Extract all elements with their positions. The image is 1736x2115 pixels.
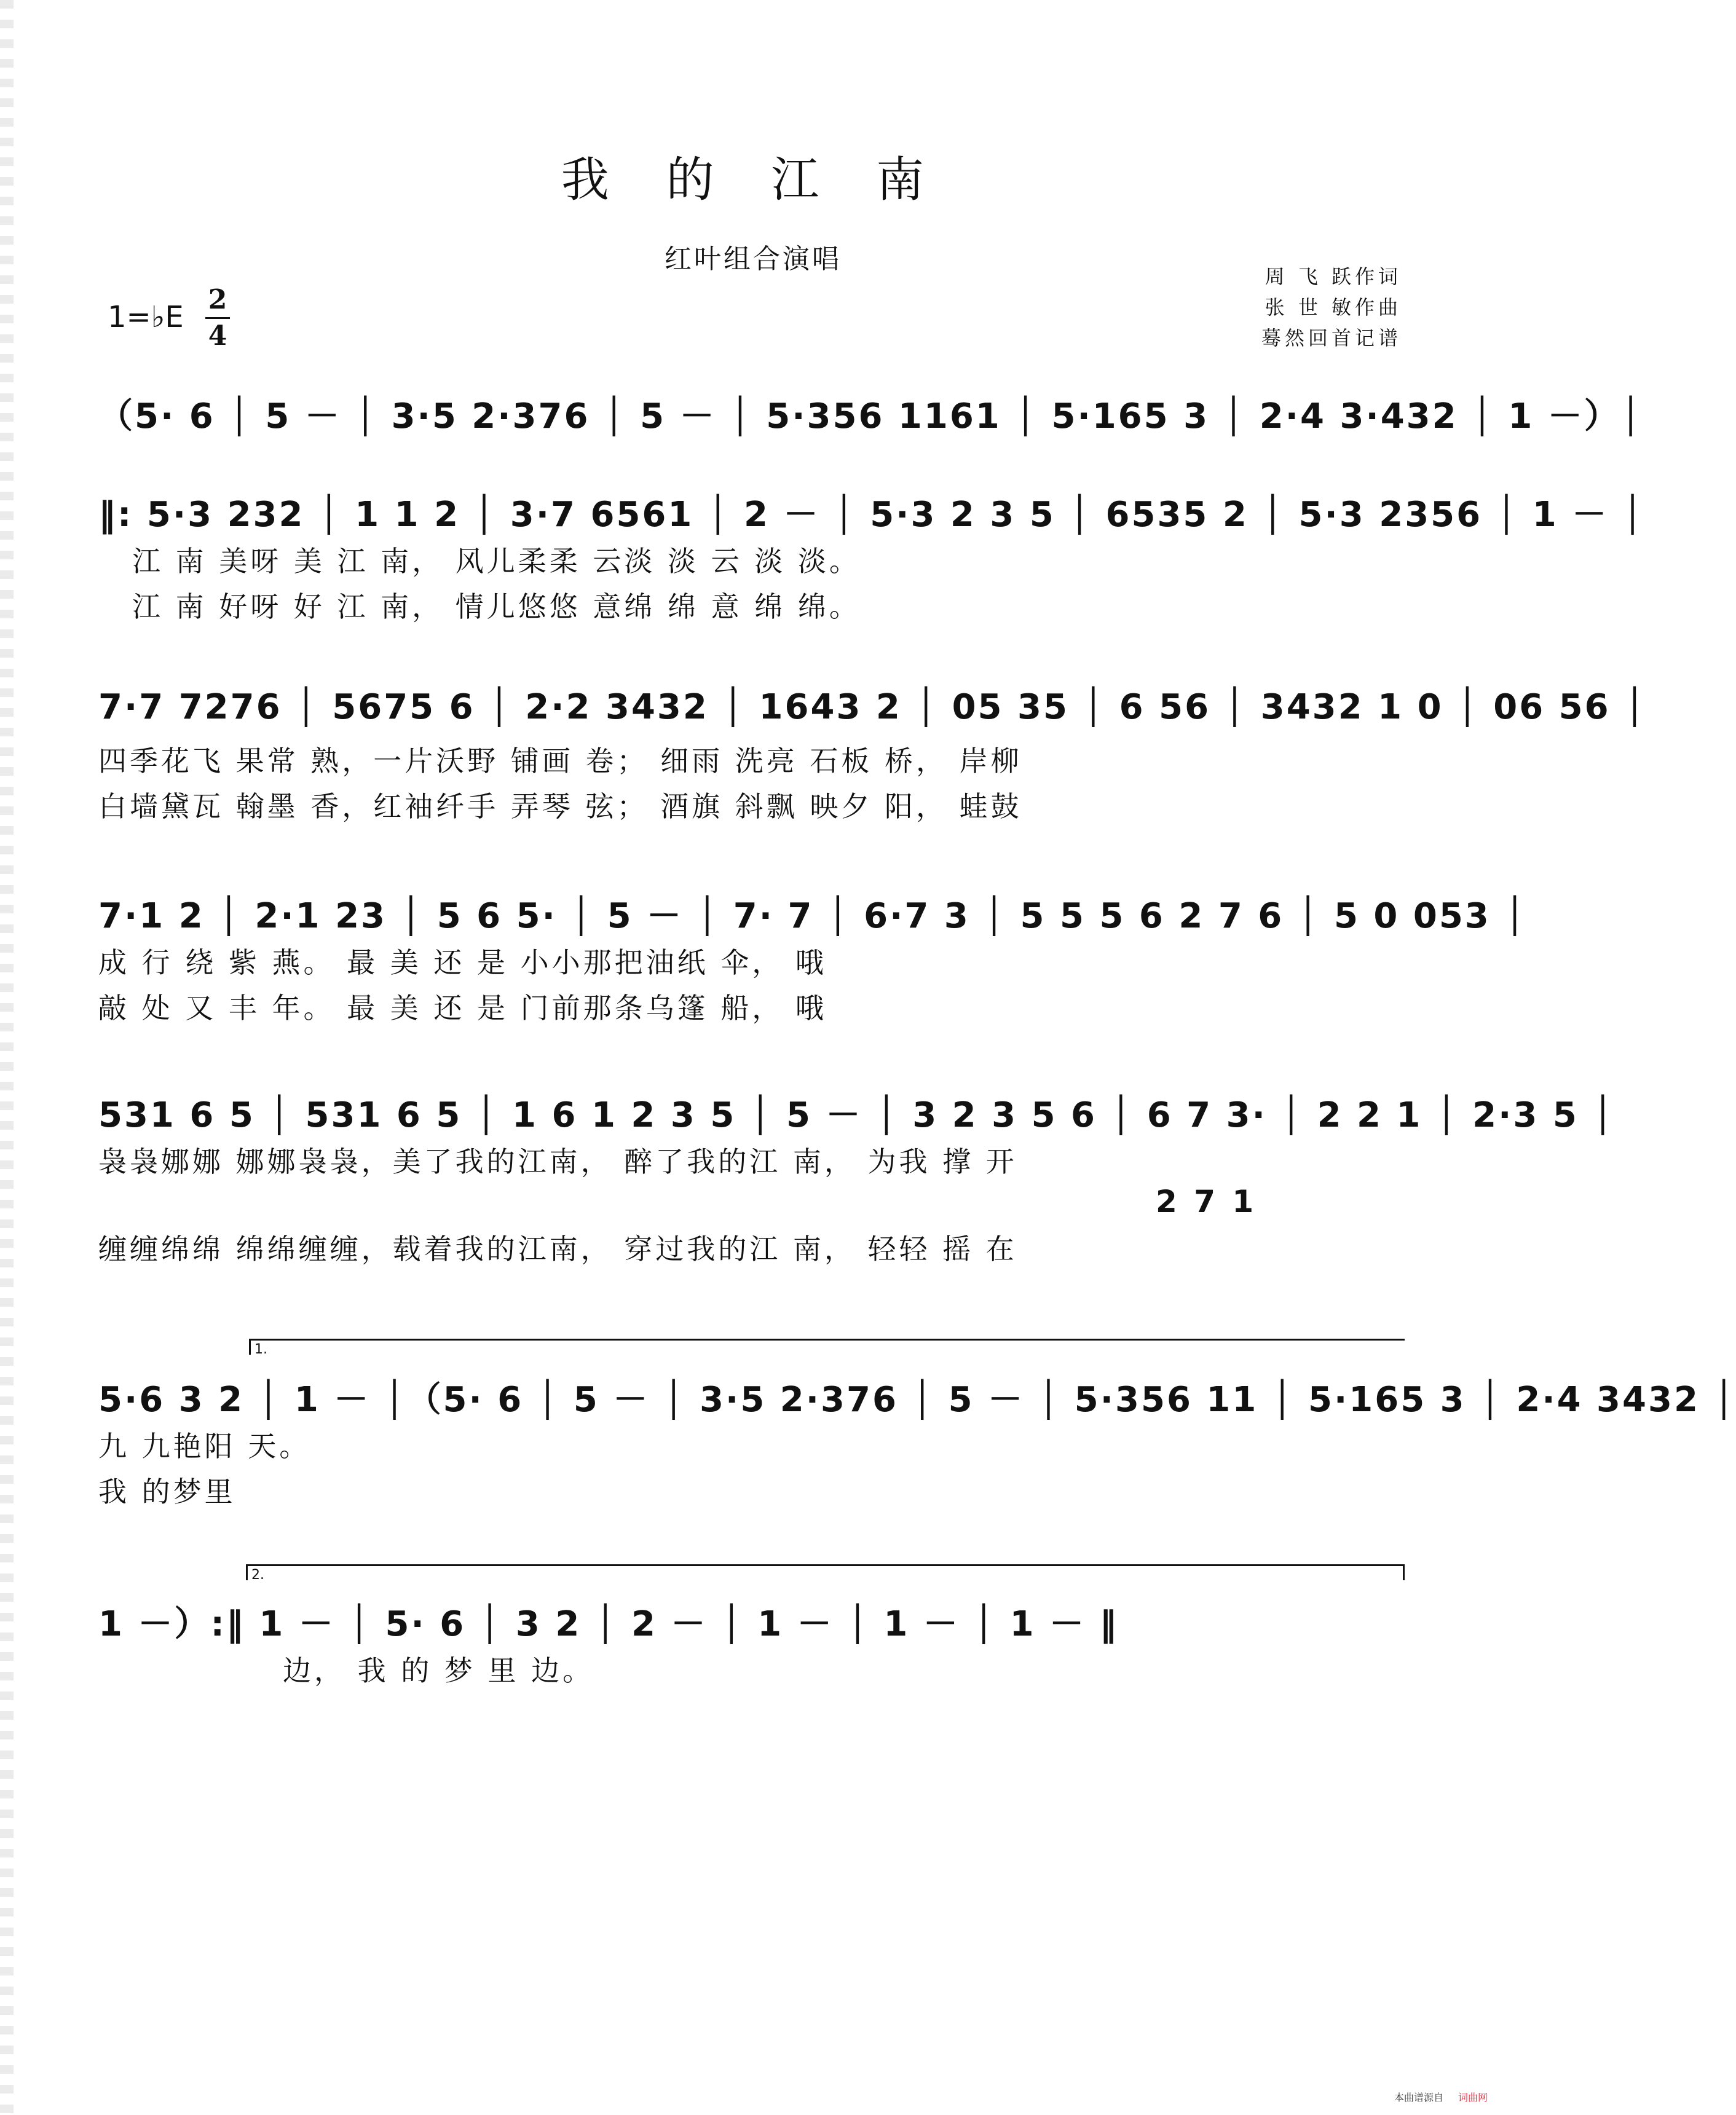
key-signature: 1=♭E: [108, 300, 184, 334]
footer-source-text: 本曲谱源自: [1394, 2092, 1443, 2103]
lyricist-credit: 周 飞 跃作词: [1265, 265, 1402, 288]
score-system-4: [98, 884, 1527, 1030]
notation-row: [98, 884, 1527, 936]
notation-text: 531 6 5 │ 531 6 5 │ 1 6 1 2 3 5 │ 5 － │ 3 2 3 5 6 │ 6 7 3· │ 2 2 1 │ 2·3 5 │: [98, 1095, 1616, 1135]
score-system-1: [98, 384, 1643, 436]
time-signature-bottom: 4: [208, 320, 227, 352]
footer-site-name: 词曲网: [1458, 2092, 1488, 2103]
notation-row: [98, 1368, 1736, 1420]
notation-row: [98, 1083, 1616, 1135]
score-system-6: [98, 1368, 1736, 1514]
lyrics-text: 成 行 绕 紫 燕。 最 美 还 是 小小那把油纸 伞， 哦: [98, 946, 827, 979]
song-subtitle: 红叶组合演唱: [665, 243, 842, 275]
volta-bracket-2: 2.: [246, 1564, 1405, 1580]
lyrics-text: 江 南 美呀 美 江 南， 风儿柔柔 云淡 淡 云 淡 淡。: [132, 545, 861, 578]
lyrics-text: 白墙黛瓦 翰墨 香，红袖纤手 弄琴 弦； 酒旗 斜飘 映夕 阳， 蛙鼓: [98, 790, 1022, 823]
credits-block: [1261, 261, 1402, 353]
lyrics-text: 边， 我 的 梦 里 边。: [283, 1654, 594, 1687]
notation-text: 7·1 2 │ 2·1 23 │ 5 6 5· │ 5 － │ 7· 7 │ 6·7 3 │ 5 5 5 6 2 7 6 │ 5 0 053 │: [98, 896, 1527, 936]
lyrics-verse-2: [98, 778, 1408, 829]
lyrics-verse-1: [98, 533, 1408, 583]
notation-text: 1 －）:‖ 1 － │ 5· 6 │ 3 2 │ 2 － │ 1 － │ 1 － │ 1 － ‖: [98, 1604, 1119, 1644]
lyrics-verse-2: [98, 1463, 1408, 1514]
notation-text: 7·7 7276 │ 5675 6 │ 2·2 3432 │ 1643 2 │ 05 35 │ 6 56 │ 3432 1 0 │ 06 56 │: [98, 687, 1647, 727]
score-system-5: [98, 1083, 1616, 1271]
lyrics-text: 九 九艳阳 天。: [98, 1430, 311, 1463]
time-signature-top: 2: [208, 284, 227, 315]
score-system-7: [98, 1592, 1408, 1693]
lyrics-text: 缠缠绵绵 绵绵缠缠，载着我的江南， 穿过我的江 南， 轻轻 摇 在: [98, 1232, 1017, 1266]
footer-watermark: [1394, 2090, 1488, 2104]
lyrics-text: 江 南 好呀 好 江 南， 情儿悠悠 意绵 绵 意 绵 绵。: [132, 590, 861, 623]
alternate-notes: 2 7 1: [1156, 1184, 1257, 1219]
notation-text: （5· 6 │ 5 － │ 3·5 2·376 │ 5 － │ 5·356 1161 │ 5·165 3 │ 2·4 3·432 │ 1 －）│: [98, 396, 1643, 436]
lyrics-verse-1: [98, 1642, 1408, 1693]
lyrics-verse-2: [98, 578, 1408, 629]
notation-text: ‖: 5·3 232 │ 1 1 2 │ 3·7 6561 │ 2 － │ 5·3 2 3 5 │ 6535 2 │ 5·3 2356 │ 1 － │: [98, 495, 1645, 535]
lyrics-text: 我 的梦里: [98, 1475, 236, 1508]
time-signature: [205, 284, 230, 352]
notation-row: [98, 1592, 1408, 1642]
notation-row: [98, 482, 1645, 535]
time-signature-line: [205, 317, 230, 319]
transcriber-credit: 蓦然回首记谱: [1261, 326, 1402, 350]
lyrics-verse-1: [98, 1133, 1408, 1184]
lyrics-text: 四季花飞 果常 熟，一片沃野 铺画 卷； 细雨 洗亮 石板 桥， 岸柳: [98, 744, 1022, 778]
song-title: 我 的 江 南: [561, 152, 945, 208]
score-system-2: [98, 482, 1645, 629]
lyrics-verse-2: [98, 1221, 1408, 1271]
volta-bracket-1: 1.: [249, 1339, 1405, 1355]
notation-row: [98, 682, 1647, 733]
notation-text: 5·6 3 2 │ 1 － │（5· 6 │ 5 － │ 3·5 2·376 │ 5 － │ 5·356 11 │ 5·165 3 │ 2·4 3432 │: [98, 1380, 1736, 1420]
lyrics-verse-1: [98, 934, 1408, 985]
watermark-sidebar: [0, 0, 14, 2115]
lyrics-text: 袅袅娜娜 娜娜袅袅，美了我的江南， 醉了我的江 南， 为我 撑 开: [98, 1145, 1017, 1178]
notation-row: [98, 384, 1643, 436]
lyrics-verse-1: [98, 1418, 1408, 1468]
alternate-notes-row: [98, 1184, 1408, 1221]
lyrics-verse-1: [98, 733, 1408, 783]
lyrics-text: 敲 处 又 丰 年。 最 美 还 是 门前那条乌篷 船， 哦: [98, 991, 827, 1025]
score-system-3: [98, 682, 1647, 829]
lyrics-verse-2: [98, 980, 1408, 1030]
composer-credit: 张 世 敏作曲: [1265, 296, 1402, 319]
